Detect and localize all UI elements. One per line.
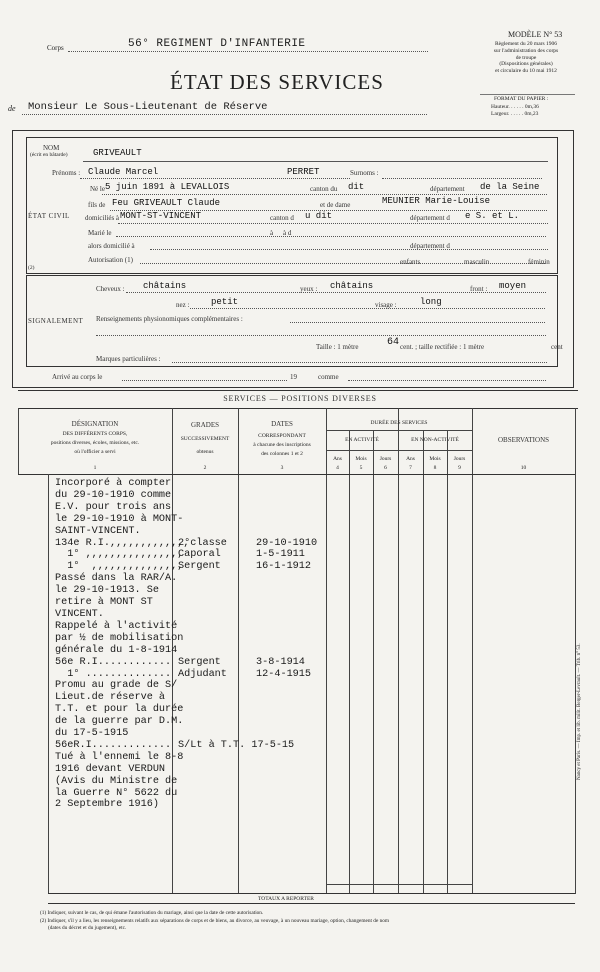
col1-text: positions diverses, écoles, missions, etc. — [50, 440, 140, 446]
designation-line: Tué à l'ennemi le 8-8 — [55, 751, 184, 763]
sub-col-jours: Jours — [453, 456, 466, 462]
grade-entry: Caporal — [178, 549, 221, 561]
designation-line: du 17-5-1915 — [55, 728, 129, 740]
sub-col-num: 7 — [409, 465, 412, 471]
col2-text: SUCCESSIVEMENT — [180, 436, 230, 442]
nez-label: nez : — [176, 301, 190, 309]
marques-label: Marques particulières : — [96, 355, 161, 363]
fils-label: fils de — [88, 201, 106, 209]
designation-line: Passé dans la RAR/A. — [55, 573, 178, 585]
canton-value: dit — [348, 182, 365, 192]
grade-entry: Sergent — [178, 561, 221, 573]
designation-line: 1° ,,,,,,,,,,,,,,,, — [55, 549, 184, 561]
duree-title: DURÉE DES SERVICES — [370, 420, 428, 426]
renseignements-label: Renseignements physionomiques complémentaires : — [96, 315, 243, 323]
designation-line: Lieut.de réserve à — [55, 692, 166, 704]
col-num: 2 — [203, 465, 207, 471]
domicile-value: MONT-ST-VINCENT — [120, 211, 202, 221]
de-label: de — [8, 104, 16, 113]
reglement-line: (Dispositions générales) — [499, 61, 553, 68]
sub-col-ans: Ans — [333, 456, 342, 462]
col3-title: DATES — [271, 420, 293, 428]
designation-line: 1916 devant VERDUN — [55, 763, 166, 775]
pere-value: Feu GRIVEAULT Claude — [112, 198, 221, 208]
col3-text: CORRESPONDANT — [258, 433, 306, 439]
designation-line: 56e R.I............ — [55, 656, 172, 668]
departement-value-2: e S. et L. — [465, 211, 520, 221]
sub-col-num: 8 — [433, 465, 437, 471]
canton-label: canton du — [310, 185, 338, 193]
date-entry: 16-1-1912 — [256, 561, 312, 573]
totaux-label: TOTAUX A REPORTER — [258, 896, 314, 902]
designation-line: 56eR.I............. — [55, 739, 172, 751]
dame-label: et de dame — [320, 201, 351, 209]
designation-line: de la guerre par D.M. — [55, 716, 184, 728]
alors-label: alors domicilié à — [88, 242, 135, 250]
designation-column — [55, 478, 190, 811]
col1-text: DES DIFFÉRENTS CORPS, — [62, 431, 128, 437]
col3-text: à chacune des inscriptions — [253, 442, 311, 448]
col3-text: des colonnes 1 et 2 — [261, 451, 303, 457]
cheveux-value: châtains — [143, 281, 187, 291]
designation-line: Promu au grade de S/ — [55, 680, 178, 692]
designation-line: (Avis du Ministre de — [55, 775, 178, 787]
nom-sub: (écrit en bâtarde) — [30, 152, 68, 158]
col2-text: obtenus — [196, 449, 214, 455]
feminin-label: féminin — [528, 258, 550, 266]
col-num: 3 — [280, 465, 284, 471]
footnote-line: (dates du décret et du jugement), etc. — [48, 925, 127, 931]
date-entry: 3-8-1914 — [256, 656, 305, 668]
departement-value: de la Seine — [480, 182, 540, 192]
front-value: moyen — [499, 281, 527, 291]
grade-entry: Adjudant — [178, 668, 227, 680]
designation-line: 1° .............. — [55, 668, 172, 680]
designation-line: par ½ de mobilisation — [55, 632, 184, 644]
taille-value: 64 — [387, 337, 400, 348]
sub-col-mois: Mois — [429, 456, 441, 462]
canton-value-2: u dit — [305, 211, 333, 221]
designation-line: Incorporé à compter — [55, 478, 172, 489]
prenoms-label: Prénoms : — [52, 169, 81, 177]
arrive-year: 19 — [290, 373, 297, 381]
designation-line: 134e R.I.,,,,,,,,,,,,, — [55, 537, 190, 549]
sub-col-num: 6 — [384, 465, 387, 471]
monsieur-grade: Monsieur Le Sous-Lieutenant de Réserve — [28, 101, 268, 113]
ne-le-label: Né le — [90, 185, 105, 193]
visage-value: long — [420, 297, 442, 307]
domicilies-label: domiciliés à — [85, 214, 120, 222]
etat-civil-section-label: ÉTAT CIVIL — [28, 212, 70, 220]
dates-column — [256, 478, 317, 811]
footnote-line: (1) Indiquer, suivant le cas, de qui émane l'autorisation du mariage, ainsi que la date de cette autorisation. — [40, 910, 264, 916]
footnotes — [40, 910, 389, 933]
reglement-line: et circulaire du 10 mai 1912 — [495, 68, 557, 75]
date-entry: 1-5-1911 — [256, 549, 305, 561]
mere-value: MEUNIER Marie-Louise — [382, 196, 491, 206]
reglement-line: Règlement du 20 mars 1906 — [494, 41, 558, 47]
page-title: ÉTAT DES SERVICES — [170, 70, 384, 94]
designation-line: Rappelé à l'activité — [55, 620, 178, 632]
prenoms-value: Claude Marcel — [88, 167, 159, 177]
sub-col-mois: Mois — [355, 456, 367, 462]
enfants-label: enfants — [400, 258, 421, 266]
col1-text: où l'officier a servi — [74, 449, 116, 455]
naissance-value: 5 juin 1891 à LEVALLOIS — [105, 182, 230, 192]
designation-line: E.V. pour trois ans — [55, 501, 172, 513]
note-2: (2) — [28, 265, 35, 271]
front-label: front : — [470, 285, 488, 293]
footnote-line: (2) Indiquer, s'il y a lieu, les renseignements relatifs aux séparations de corps et de biens, au divorce, au veuvage, à un nouveau mariage, option, changement de nom — [40, 917, 390, 924]
yeux-value: châtains — [330, 281, 374, 291]
designation-line: 2 Septembre 1916) — [55, 799, 159, 811]
taille-label: Taille : 1 mètre — [316, 343, 359, 351]
grade-entry: Sergent — [178, 656, 221, 668]
date-entry: 29-10-1910 — [256, 537, 318, 549]
col2-title: GRADES — [190, 421, 219, 429]
designation-line: du 29-10-1910 comme — [55, 489, 172, 501]
comme-label: comme — [318, 373, 339, 381]
autorisation-label: Autorisation (1) — [88, 256, 133, 264]
visage-label: visage : — [375, 301, 397, 309]
a-d-label: à d — [283, 229, 292, 237]
grade-entry: 2°classe — [178, 537, 227, 549]
hauteur: Hauteur. . . . . . 0m,36 — [491, 104, 539, 110]
designation-line: le 29-10-1913. Se — [55, 585, 159, 597]
signalement-section-label: SIGNALEMENT — [28, 317, 84, 325]
reglement-line: sur l'administration des corps — [493, 47, 559, 54]
col1-title: DÉSIGNATION — [71, 420, 119, 428]
taille-suffix: cent. ; taille rectifiée : 1 mètre — [400, 343, 485, 351]
corps-label: Corps — [47, 44, 64, 52]
masculin-label: masculin — [464, 258, 490, 266]
observations-title: OBSERVATIONS — [497, 436, 550, 444]
reglement-line: de troupe — [515, 54, 537, 61]
printer-side-text: Nancy et Paris. — Imp. et lib. milit. Berger-Levrault. — Trib. n° 53. — [577, 643, 582, 780]
grade-entry: S/Lt à T.T. 17-5-15 — [178, 739, 295, 751]
sub-col-num: 9 — [458, 465, 461, 471]
yeux-label: yeux : — [300, 285, 318, 293]
canton-label-2: canton d — [270, 214, 294, 222]
nom-label: NOM — [43, 144, 60, 152]
nez-value: petit — [211, 297, 239, 307]
designation-line: VINCENT. — [55, 608, 104, 620]
sub-col-ans: Ans — [406, 456, 415, 462]
designation-line: retire à MONT ST — [55, 597, 153, 609]
format-label: FORMAT DU PAPIER : — [494, 96, 549, 102]
reglement-block — [470, 41, 582, 75]
marie-label: Marié le — [88, 229, 112, 237]
sub-col-num: 4 — [336, 465, 339, 471]
designation-line: la Guerre N° 5622 du — [55, 787, 178, 799]
departement-label: département — [430, 185, 465, 193]
regiment-name: 56° REGIMENT D'INFANTERIE — [128, 38, 306, 50]
designation-line: 1° ,,,,,,,,,,,,,,, — [55, 561, 184, 573]
surnoms-label: Surnoms : — [350, 169, 379, 177]
designation-line: SAINT-VINCENT. — [55, 525, 141, 537]
designation-line: T.T. et pour la durée — [55, 704, 184, 716]
nom-value: GRIVEAULT — [93, 148, 142, 158]
designation-line: le 29-10-1910 à MONT- — [55, 513, 184, 525]
modele-number: MODÈLE N° 53 — [508, 30, 563, 39]
col-num: 1 — [93, 465, 97, 471]
date-entry: 12-4-1915 — [256, 668, 312, 680]
departement-label-2: département d — [410, 214, 450, 222]
en-non-activite: EN NON-ACTIVITÉ — [411, 437, 459, 443]
services-title: SERVICES — POSITIONS DIVERSES — [223, 394, 377, 403]
cent-label: cent — [551, 343, 563, 351]
largeur: Largeur. . . . . . 0m,23 — [491, 111, 539, 117]
arrive-label: Arrivé au corps le — [52, 373, 103, 381]
designation-line: générale du 1-8-1914 — [55, 644, 178, 656]
col-num: 10 — [520, 465, 527, 471]
sub-col-num: 5 — [359, 465, 363, 471]
sub-col-jours: Jours — [379, 456, 392, 462]
departement-label-3: département d — [410, 242, 450, 250]
a-label: à — [270, 229, 274, 237]
cheveux-label: Cheveux : — [96, 285, 125, 293]
en-activite: EN ACTIVITÉ — [345, 437, 379, 443]
perret-value: PERRET — [287, 167, 320, 177]
